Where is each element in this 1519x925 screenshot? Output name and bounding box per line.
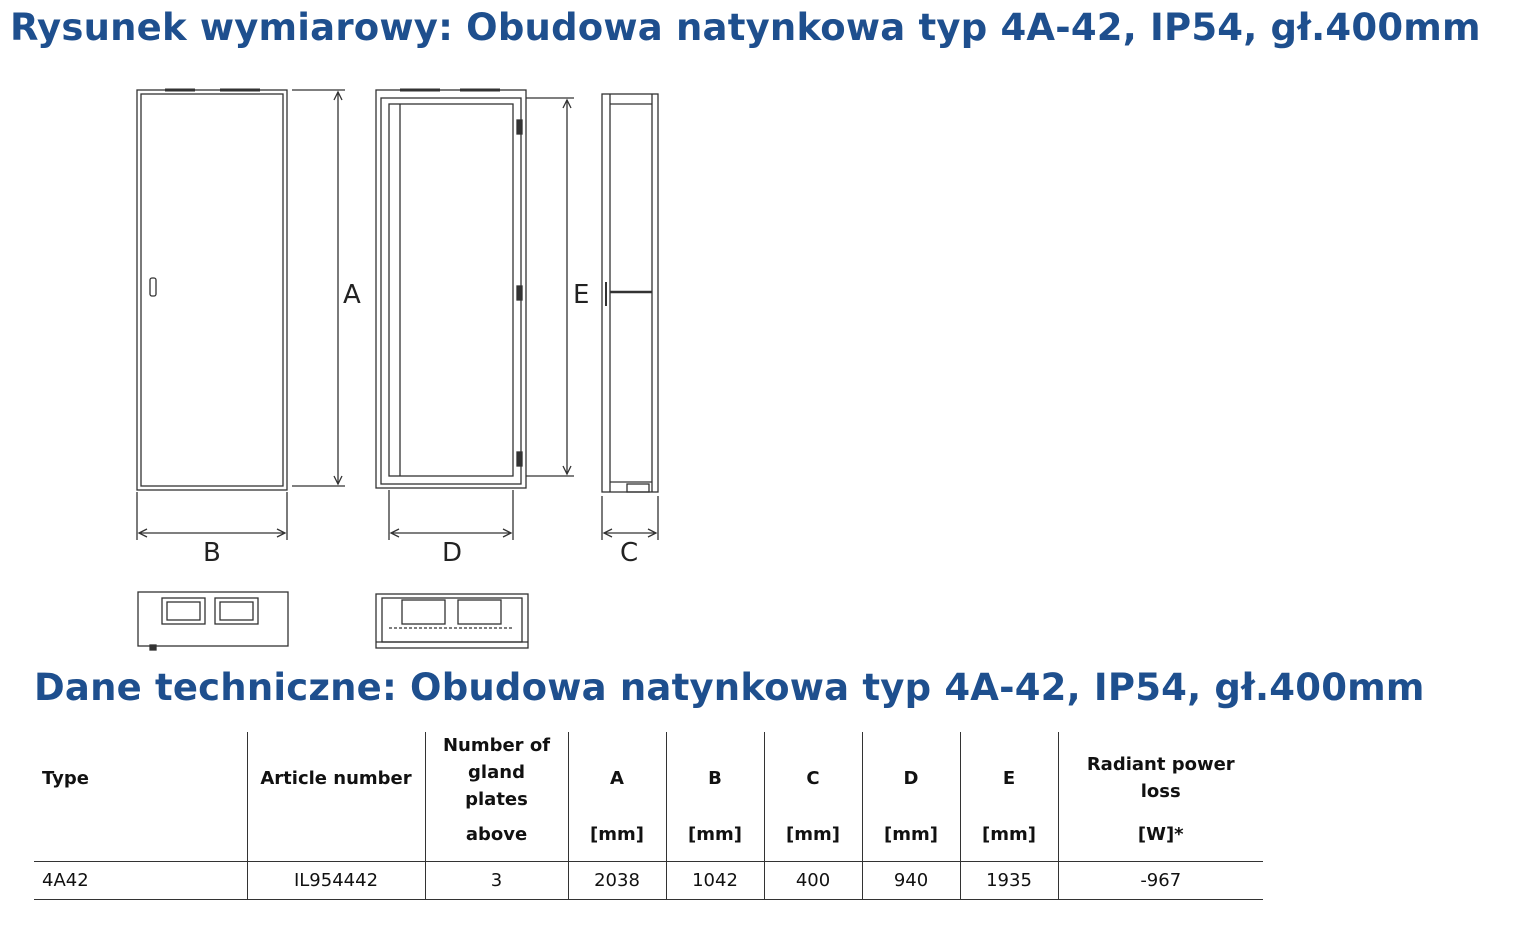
header-gland-line3: plates xyxy=(465,789,528,810)
unit-gland-above: above xyxy=(425,824,568,862)
unit-d: [mm] xyxy=(862,824,960,862)
dimension-b xyxy=(137,492,287,540)
dimension-c xyxy=(602,496,658,540)
dimension-label-a: A xyxy=(343,280,361,310)
table-row xyxy=(34,862,1263,900)
drawing-title: Rysunek wymiarowy: Obudowa natynkowa typ 4A-42, IP54, gł.400mm xyxy=(10,6,1481,49)
dimensional-drawing xyxy=(0,0,760,665)
table-header-row xyxy=(34,732,1263,824)
header-power-line2: loss xyxy=(1140,781,1181,802)
side-view-enclosure xyxy=(602,94,658,492)
front-view-enclosure xyxy=(137,90,287,490)
cell-c: 400 xyxy=(764,862,862,900)
header-type: Type xyxy=(34,732,247,824)
unit-type xyxy=(34,824,247,862)
header-a: A xyxy=(568,732,666,824)
technical-data-table xyxy=(34,732,1263,900)
header-d: D xyxy=(862,732,960,824)
cell-article-number: IL954442 xyxy=(247,862,425,900)
unit-e: [mm] xyxy=(960,824,1058,862)
dimension-label-e: E xyxy=(573,280,590,310)
unit-a: [mm] xyxy=(568,824,666,862)
header-e: E xyxy=(960,732,1058,824)
dimension-e xyxy=(526,98,574,476)
header-radiant-power-loss xyxy=(1058,732,1263,824)
cell-gland-plates: 3 xyxy=(425,862,568,900)
unit-power: [W]* xyxy=(1137,824,1184,845)
cell-b: 1042 xyxy=(666,862,764,900)
frame-view-enclosure xyxy=(376,90,526,488)
header-gland-line1: Number of xyxy=(442,735,551,756)
unit-b: [mm] xyxy=(666,824,764,862)
cell-type: 4A42 xyxy=(34,862,247,900)
door-handle-icon xyxy=(150,278,156,296)
header-power-line1: Radiant power xyxy=(1086,754,1235,775)
top-view-left xyxy=(138,592,288,650)
unit-article xyxy=(247,824,425,862)
header-b: B xyxy=(666,732,764,824)
header-article-number: Article number xyxy=(247,732,425,824)
dimension-label-d: D xyxy=(442,538,463,568)
dimension-label-b: B xyxy=(203,538,221,568)
cell-e: 1935 xyxy=(960,862,1058,900)
dimension-label-c: C xyxy=(620,538,639,568)
technical-data-title: Dane techniczne: Obudowa natynkowa typ 4A-42, IP54, gł.400mm xyxy=(34,666,1425,709)
table-units-row xyxy=(34,824,1263,862)
dimension-d xyxy=(389,490,513,540)
header-c: C xyxy=(764,732,862,824)
cell-d: 940 xyxy=(862,862,960,900)
header-gland-line2: gland xyxy=(468,762,525,783)
cell-a: 2038 xyxy=(568,862,666,900)
cell-radiant-power-loss: -967 xyxy=(1058,862,1263,900)
dimension-a xyxy=(292,90,345,486)
header-gland-plates xyxy=(425,732,568,824)
unit-c: [mm] xyxy=(764,824,862,862)
top-view-right xyxy=(376,594,528,648)
